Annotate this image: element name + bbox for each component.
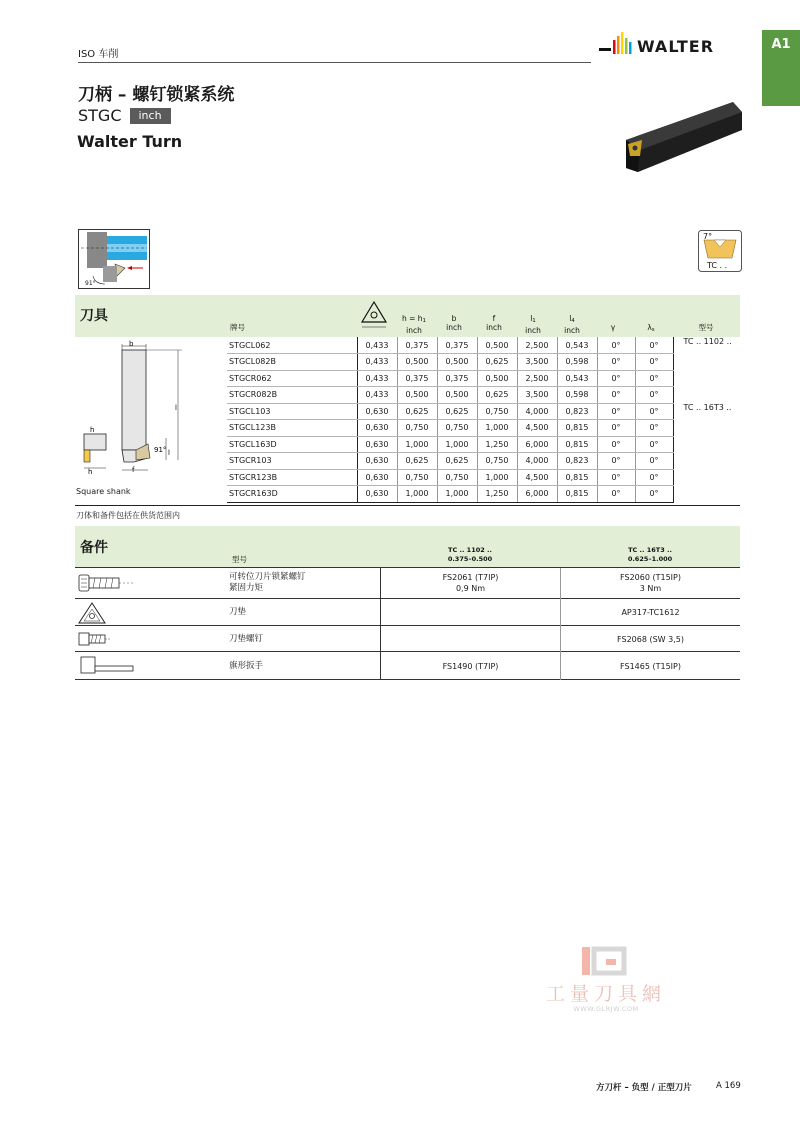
part-col2-line1: FS2060 (T15IP)	[620, 573, 681, 582]
cell-h: 0,630	[357, 486, 397, 503]
cell-h1: 0,625	[397, 453, 437, 470]
col-lambda	[636, 323, 666, 335]
cell-h: 0,433	[357, 354, 397, 371]
table-row	[227, 337, 741, 354]
cell-l4: 0,823	[557, 453, 597, 470]
cell-h: 0,630	[357, 420, 397, 437]
cell-gamma: 0°	[597, 469, 635, 486]
page-title: 刀柄 – 螺钉锁紧系统	[78, 85, 235, 105]
cell-designation: STGCL163D	[227, 436, 357, 453]
cell-gamma: 0°	[597, 420, 635, 437]
col-gamma: γ	[610, 323, 616, 332]
part-col2: AP317-TC1612	[621, 608, 680, 617]
table-row	[227, 387, 741, 404]
logo-text: WALTER	[637, 37, 715, 56]
table-row	[227, 436, 741, 453]
cell-lambda: 0°	[635, 453, 673, 470]
col-l1	[517, 314, 549, 335]
cell-l1: 2,500	[517, 337, 557, 354]
parts-divider-2	[560, 568, 561, 680]
col-b	[438, 314, 470, 332]
part-col2: FS1465 (T15IP)	[620, 662, 681, 671]
flag-wrench-icon	[77, 655, 137, 677]
cell-gamma: 0°	[597, 354, 635, 371]
square-shank-drawing	[76, 338, 226, 490]
brand-name: Walter Turn	[77, 132, 183, 151]
cell-l4: 0,598	[557, 387, 597, 404]
cell-lambda: 0°	[635, 337, 673, 354]
watermark-text: 工量刀具網	[545, 983, 666, 1005]
cell-h1: 0,500	[397, 354, 437, 371]
col-f-unit: inch	[486, 323, 502, 332]
col-f-label: f	[492, 314, 496, 323]
cell-l1: 6,000	[517, 436, 557, 453]
part-name: 刀垫螺钉	[229, 634, 264, 644]
dim-angle-label: 91°	[154, 446, 167, 454]
col-l4-sub: 4	[571, 318, 575, 324]
col-h-unit: inch	[406, 326, 422, 335]
part-name-line1: 可转位刀片锁紧螺钉	[229, 572, 306, 582]
table-row	[227, 469, 741, 486]
cell-designation: STGCR082B	[227, 387, 357, 404]
scope-note: 刀体和备件包括在供货范围内	[76, 511, 180, 520]
unit-badge: inch	[130, 108, 171, 124]
cell-f: 0,625	[477, 354, 517, 371]
tools-heading: 刀具	[80, 308, 108, 324]
watermark-logo-icon	[536, 945, 676, 979]
cell-f: 0,750	[477, 453, 517, 470]
cell-b: 0,500	[437, 354, 477, 371]
shank-label: Square shank	[76, 487, 131, 496]
part-col2	[561, 572, 740, 594]
cell-h: 0,630	[357, 436, 397, 453]
part-name	[229, 572, 306, 594]
dim-f-label: f	[132, 466, 135, 474]
chapter-tab[interactable]: A1	[762, 30, 800, 106]
screw-icon	[77, 572, 137, 594]
table-row	[227, 453, 741, 470]
cell-f: 1,000	[477, 420, 517, 437]
tools-table	[227, 337, 741, 503]
cell-h1: 1,000	[397, 436, 437, 453]
cell-h1: 0,625	[397, 403, 437, 420]
cell-lambda: 0°	[635, 387, 673, 404]
parts-col2-header	[600, 546, 700, 564]
cell-gamma: 0°	[597, 486, 635, 503]
part-col1-line2: 0,9 Nm	[455, 584, 486, 593]
part-col1	[381, 572, 560, 594]
cell-h1: 0,500	[397, 387, 437, 404]
cell-b: 0,625	[437, 453, 477, 470]
cell-b: 0,375	[437, 370, 477, 387]
col-h-sub: 1	[422, 318, 427, 324]
cell-gamma: 0°	[597, 436, 635, 453]
col-l1-sub: 1	[532, 318, 536, 324]
cell-gamma: 0°	[597, 403, 635, 420]
triangle-insert-icon	[360, 300, 388, 330]
cell-h1: 1,000	[397, 486, 437, 503]
tool-holder-image	[618, 100, 744, 180]
cell-insert-type: TC .. 16T3 ..	[683, 403, 732, 412]
parts-divider-1	[380, 568, 381, 680]
cell-designation: STGCL103	[227, 403, 357, 420]
parts-col2-range: 0.625–1.000	[627, 555, 673, 563]
cell-l4: 0,598	[557, 354, 597, 371]
cell-gamma: 0°	[597, 453, 635, 470]
col-lambda-sub: s	[651, 327, 655, 333]
cell-f: 0,750	[477, 403, 517, 420]
tools-bottom-rule	[75, 505, 740, 506]
parts-row-shim-screw	[75, 626, 740, 652]
cell-designation: STGCR163D	[227, 486, 357, 503]
table-row	[227, 420, 741, 437]
cell-h: 0,433	[357, 370, 397, 387]
part-col1: FS1490 (T7IP)	[442, 662, 499, 671]
watermark-url: WWW.GLRJW.COM	[573, 1005, 639, 1013]
cell-l1: 4,000	[517, 453, 557, 470]
cell-b: 1,000	[437, 486, 477, 503]
cell-l4: 0,815	[557, 469, 597, 486]
cell-h: 0,630	[357, 469, 397, 486]
insert-code-label: TC . .	[707, 261, 728, 270]
cell-lambda: 0°	[635, 354, 673, 371]
cell-insert-type: TC .. 1102 ..	[683, 337, 732, 346]
col-b-label: b	[451, 314, 457, 323]
col-h	[398, 314, 430, 335]
parts-heading: 备件	[80, 540, 108, 556]
dim-b-label: b	[129, 340, 134, 348]
dim-h-label: h	[90, 426, 95, 434]
shim-icon	[77, 601, 107, 625]
cell-designation: STGCL062	[227, 337, 357, 354]
parts-row-clamp-screw	[75, 568, 740, 599]
cell-designation: STGCR123B	[227, 469, 357, 486]
col-l4-unit: inch	[564, 326, 580, 335]
cell-f: 0,500	[477, 370, 517, 387]
cell-l1: 3,500	[517, 387, 557, 404]
watermark	[536, 945, 676, 1020]
parts-row-shim	[75, 599, 740, 626]
cell-h1: 0,750	[397, 420, 437, 437]
cell-l1: 4,500	[517, 420, 557, 437]
col-l4	[556, 314, 588, 335]
parts-col1-code: TC .. 1102 ..	[448, 546, 492, 554]
parts-col2-code: TC .. 16T3 ..	[628, 546, 672, 554]
cell-gamma: 0°	[597, 370, 635, 387]
col-l4-label: l	[569, 314, 572, 323]
col-h-label: h = h	[401, 314, 423, 323]
col-lambda-label: λ	[647, 323, 652, 332]
table-row	[227, 370, 741, 387]
page-number: A 169	[716, 1081, 741, 1091]
part-col1-line1: FS2061 (T7IP)	[442, 573, 499, 582]
cell-l1: 4,500	[517, 469, 557, 486]
cell-h1: 0,375	[397, 370, 437, 387]
cell-lambda: 0°	[635, 436, 673, 453]
cell-b: 0,625	[437, 403, 477, 420]
dim-l4-label: l	[168, 449, 170, 457]
col-f	[478, 314, 510, 332]
cell-l4: 0,543	[557, 370, 597, 387]
cell-l4: 0,815	[557, 420, 597, 437]
cell-f: 0,625	[477, 387, 517, 404]
turning-diagram-icon	[79, 230, 149, 288]
cell-l1: 6,000	[517, 486, 557, 503]
model-line	[78, 106, 171, 125]
cell-l4: 0,815	[557, 486, 597, 503]
part-name-line2: 紧固力矩	[229, 583, 264, 593]
cell-lambda: 0°	[635, 469, 673, 486]
cell-f: 1,250	[477, 486, 517, 503]
footer-title: 方刀杆 – 负型 / 正型刀片	[596, 1083, 692, 1093]
cell-b: 0,750	[437, 469, 477, 486]
cell-h1: 0,375	[397, 337, 437, 354]
approach-angle-label: 91°	[85, 280, 96, 287]
cell-designation: STGCR103	[227, 453, 357, 470]
model-code: STGC	[78, 106, 122, 125]
cell-gamma: 0°	[597, 337, 635, 354]
col-l1-label: l	[530, 314, 533, 323]
cell-designation: STGCR062	[227, 370, 357, 387]
walter-logo	[599, 30, 739, 60]
parts-col1-header	[420, 546, 520, 564]
cell-l4: 0,823	[557, 403, 597, 420]
cell-f: 0,500	[477, 337, 517, 354]
cell-h1: 0,750	[397, 469, 437, 486]
cell-lambda: 0°	[635, 370, 673, 387]
cell-gamma: 0°	[597, 387, 635, 404]
col-insert: 型号	[698, 323, 714, 332]
cell-designation: STGCL123B	[227, 420, 357, 437]
dim-h1-label: h	[88, 468, 93, 476]
cell-l1: 3,500	[517, 354, 557, 371]
cell-f: 1,000	[477, 469, 517, 486]
insert-shape-badge	[698, 230, 742, 272]
part-col2: FS2068 (SW 3,5)	[617, 635, 684, 644]
cell-l4: 0,543	[557, 337, 597, 354]
section-label: ISO 车削	[78, 49, 119, 60]
cell-l1: 4,000	[517, 403, 557, 420]
cell-b: 0,375	[437, 337, 477, 354]
part-name: 刀垫	[229, 607, 247, 617]
cell-b: 1,000	[437, 436, 477, 453]
dim-l1-label: l	[175, 404, 177, 412]
cell-h: 0,630	[357, 403, 397, 420]
col-b-unit: inch	[446, 323, 462, 332]
cell-h: 0,433	[357, 387, 397, 404]
cell-l4: 0,815	[557, 436, 597, 453]
part-name: 旗形扳手	[229, 661, 264, 671]
cell-b: 0,500	[437, 387, 477, 404]
col-l1-unit: inch	[525, 326, 541, 335]
clearance-angle-label: 7°	[703, 232, 713, 241]
table-row	[227, 486, 741, 503]
part-col2-line2: 3 Nm	[639, 584, 662, 593]
cell-h: 0,433	[357, 337, 397, 354]
header-rule	[78, 62, 591, 63]
col-designation: 牌号	[230, 323, 245, 332]
cell-lambda: 0°	[635, 403, 673, 420]
cell-h: 0,630	[357, 453, 397, 470]
parts-col-designation: 型号	[232, 555, 247, 564]
parts-row-wrench	[75, 652, 740, 680]
table-row	[227, 354, 741, 371]
cell-l1: 2,500	[517, 370, 557, 387]
cell-designation: STGCL082B	[227, 354, 357, 371]
cell-f: 1,250	[477, 436, 517, 453]
cell-lambda: 0°	[635, 486, 673, 503]
cell-b: 0,750	[437, 420, 477, 437]
cell-lambda: 0°	[635, 420, 673, 437]
shim-screw-icon	[77, 631, 113, 647]
parts-col1-range: 0.375–0.500	[447, 555, 493, 563]
insert-clearance-icon	[698, 230, 742, 272]
approach-angle-diagram	[78, 229, 150, 289]
table-row	[227, 403, 741, 420]
